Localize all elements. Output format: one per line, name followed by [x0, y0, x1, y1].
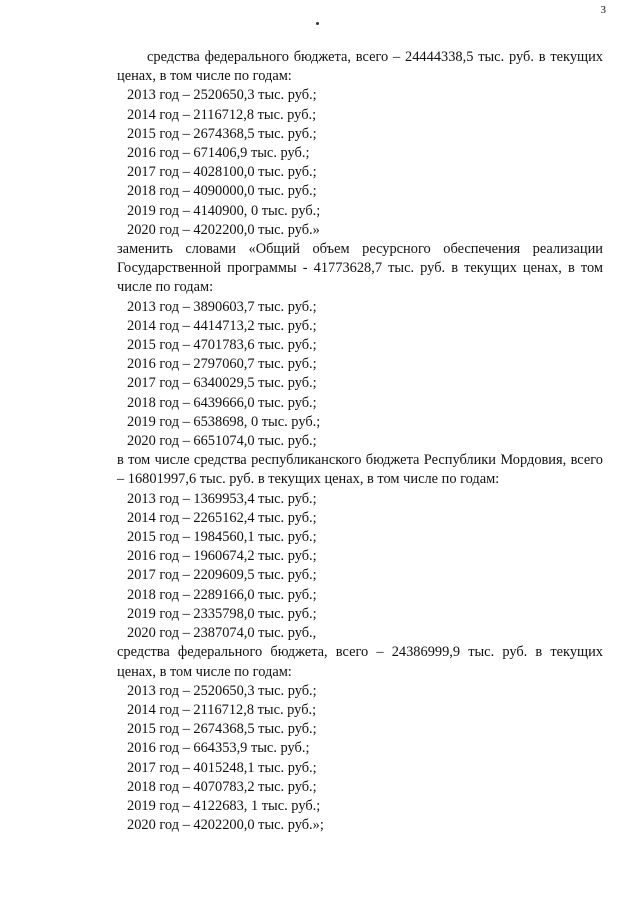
list-item: 2020 год – 6651074,0 тыс. руб.;	[127, 433, 317, 450]
list-item: 2015 год – 2674368,5 тыс. руб.;	[127, 721, 317, 738]
list-item: 2014 год – 2116712,8 тыс. руб.;	[127, 106, 317, 123]
list-item: 2020 год – 4202200,0 тыс. руб.»	[127, 221, 320, 238]
list-item: 2015 год – 4701783,6 тыс. руб.;	[127, 337, 317, 354]
list-item: 2020 год – 4202200,0 тыс. руб.»;	[127, 817, 324, 834]
list-item: 2019 год – 2335798,0 тыс. руб.;	[127, 605, 317, 622]
list-item: 2018 год – 6439666,0 тыс. руб.;	[127, 394, 317, 411]
list-item: 2016 год – 664353,9 тыс. руб.;	[127, 740, 310, 757]
year-list-republic	[117, 490, 603, 644]
year-list-federal-old	[117, 86, 603, 240]
list-item: 2015 год – 2674368,5 тыс. руб.;	[127, 125, 317, 142]
list-item: 2014 год – 4414713,2 тыс. руб.;	[127, 317, 317, 334]
list-item: 2014 год – 2265162,4 тыс. руб.;	[127, 509, 317, 526]
list-item: 2018 год – 4070783,2 тыс. руб.;	[127, 778, 317, 795]
paragraph-republic-budget: в том числе средства республиканского бюджета Республики Мордовия, всего – 16801997,6 тыс. руб. в текущих ценах, в том числе по годам:	[117, 452, 603, 488]
paragraph-federal-budget-old: средства федерального бюджета, всего – 24444338,5 тыс. руб. в текущих ценах, в том числе по годам:	[117, 49, 603, 85]
list-item: 2014 год – 2116712,8 тыс. руб.;	[127, 701, 317, 718]
list-item: 2016 год – 2797060,7 тыс. руб.;	[127, 356, 317, 373]
list-item: 2017 год – 4015248,1 тыс. руб.;	[127, 759, 317, 776]
list-item: 2019 год – 4140900, 0 тыс. руб.;	[127, 202, 321, 219]
list-item: 2016 год – 671406,9 тыс. руб.;	[127, 145, 310, 162]
page-number: 3	[600, 4, 606, 16]
list-item: 2018 год – 4090000,0 тыс. руб.;	[127, 183, 317, 200]
list-item: 2013 год – 3890603,7 тыс. руб.;	[127, 298, 317, 315]
list-item: 2019 год – 6538698, 0 тыс. руб.;	[127, 413, 321, 430]
scan-speck	[316, 22, 319, 25]
list-item: 2013 год – 2520650,3 тыс. руб.;	[127, 87, 317, 104]
list-item: 2017 год – 4028100,0 тыс. руб.;	[127, 164, 317, 181]
list-item: 2015 год – 1984560,1 тыс. руб.;	[127, 529, 317, 546]
list-item: 2017 год – 6340029,5 тыс. руб.;	[127, 375, 317, 392]
list-item: 2013 год – 1369953,4 тыс. руб.;	[127, 490, 317, 507]
list-item: 2018 год – 2289166,0 тыс. руб.;	[127, 586, 317, 603]
list-item: 2013 год – 2520650,3 тыс. руб.;	[127, 682, 317, 699]
list-item: 2017 год – 2209609,5 тыс. руб.;	[127, 567, 317, 584]
year-list-total	[117, 298, 603, 452]
paragraph-federal-budget-new: средства федерального бюджета, всего – 24386999,9 тыс. руб. в текущих ценах, в том числе по годам:	[117, 644, 603, 680]
list-item: 2016 год – 1960674,2 тыс. руб.;	[127, 548, 317, 565]
document-body	[117, 48, 603, 835]
list-item: 2020 год – 2387074,0 тыс. руб.,	[127, 625, 317, 642]
list-item: 2019 год – 4122683, 1 тыс. руб.;	[127, 797, 321, 814]
paragraph-replace-total: заменить словами «Общий объем ресурсного обеспечения реализации Государственной программы - 41773628,7 тыс. руб. в текущих ценах, в том числе по годам:	[117, 241, 603, 296]
year-list-federal-new	[117, 682, 603, 836]
